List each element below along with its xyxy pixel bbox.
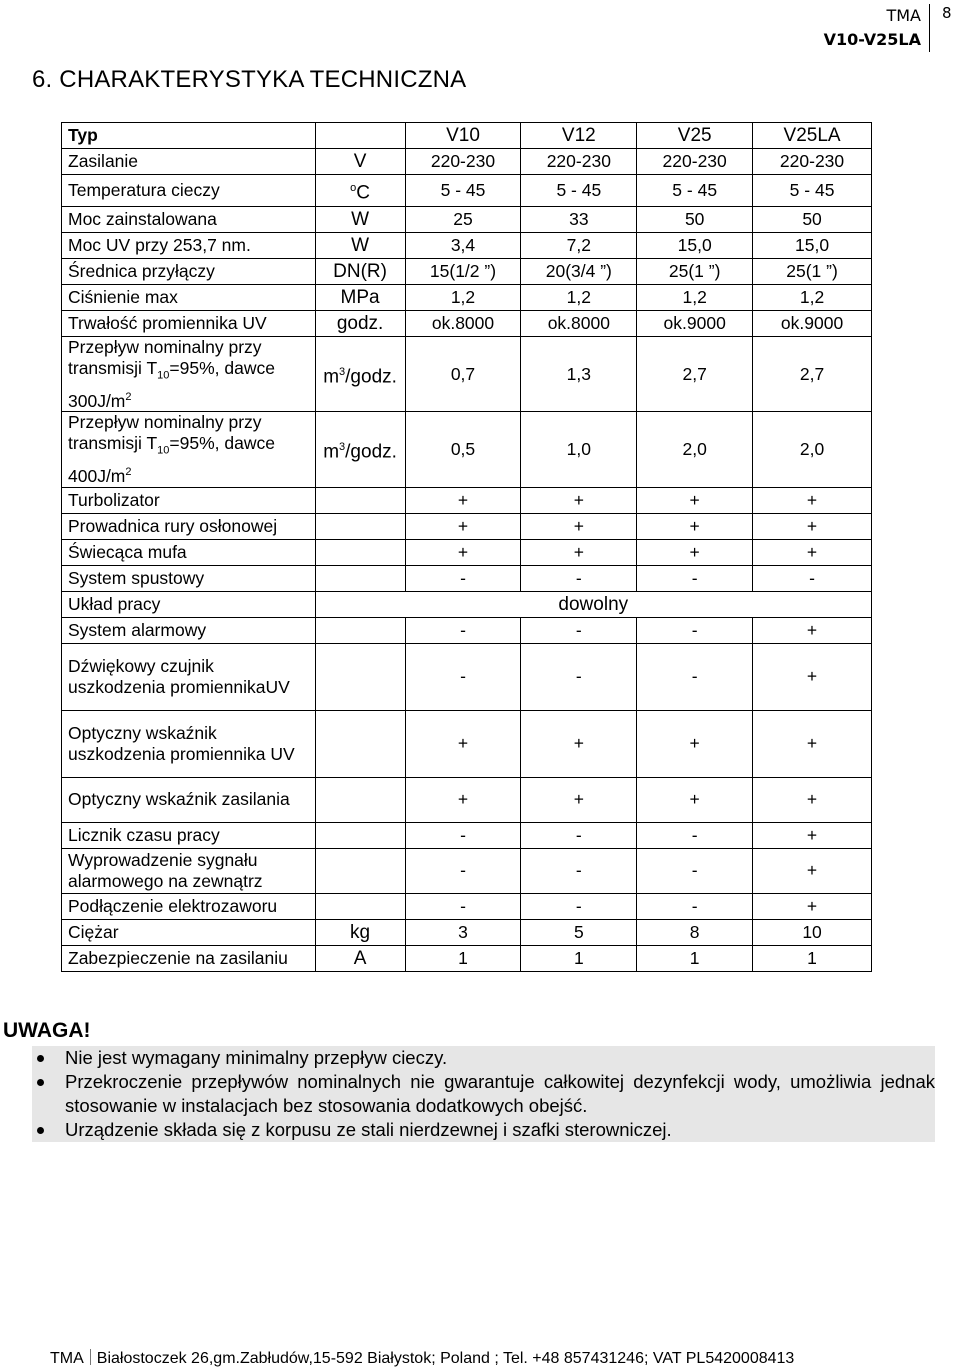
table-row [62, 285, 872, 311]
value-cell: + [637, 539, 753, 565]
value-cell: ok.9000 [753, 311, 872, 337]
value-cell: 5 - 45 [637, 175, 753, 207]
unit-cell: godz. [315, 311, 405, 337]
table-row [62, 848, 872, 893]
value-cell: 15(1/2 ”) [405, 259, 521, 285]
value-cell: 5 [521, 919, 637, 945]
value-cell: 220-230 [521, 149, 637, 175]
row-label: Moc UV przy 253,7 nm. [62, 233, 316, 259]
value-cell: ok.8000 [405, 311, 521, 337]
value-cell: 1,2 [521, 285, 637, 311]
merged-value-cell: dowolny [315, 591, 871, 617]
model-header-cell: V25 [637, 123, 753, 149]
header-model: V10-V25LA [823, 30, 921, 49]
row-label: Dźwiękowy czujnik uszkodzenia promiennikaUV [62, 643, 316, 710]
value-cell: + [521, 710, 637, 777]
value-cell: + [753, 513, 872, 539]
row-label [62, 412, 316, 487]
value-cell: 1 [405, 945, 521, 971]
model-header-cell: V25LA [753, 123, 872, 149]
value-cell: + [405, 710, 521, 777]
unit-cell [315, 337, 405, 412]
table-row [62, 311, 872, 337]
value-cell: + [405, 487, 521, 513]
note-item [32, 1046, 935, 1070]
value-cell: + [521, 539, 637, 565]
unit-header-cell [315, 123, 405, 149]
row-label-text: Przepływ nominalny przy transmisji T [68, 412, 262, 454]
unit-cell [315, 175, 405, 207]
table-row [62, 539, 872, 565]
row-label-text: =95%, dawce 400J/m [68, 433, 275, 486]
row-label: Zabezpieczenie na zasilaniu [62, 945, 316, 971]
unit-cell [315, 777, 405, 822]
unit-cell: W [315, 207, 405, 233]
table-row [62, 919, 872, 945]
table-row [62, 175, 872, 207]
table-row [62, 643, 872, 710]
value-cell: 2,0 [753, 412, 872, 487]
value-cell: + [521, 487, 637, 513]
value-cell: 2,0 [637, 412, 753, 487]
table-row [62, 777, 872, 822]
value-cell: + [753, 777, 872, 822]
value-cell: 220-230 [753, 149, 872, 175]
unit-cell: V [315, 149, 405, 175]
bullet-icon [37, 1079, 44, 1086]
value-cell: - [637, 643, 753, 710]
value-cell: 220-230 [405, 149, 521, 175]
value-cell: + [753, 710, 872, 777]
note-text: Nie jest wymagany minimalny przepływ cieczy. [65, 1047, 448, 1068]
note-item [32, 1070, 935, 1118]
section-title: 6. CHARAKTERYSTYKA TECHNICZNA [32, 66, 467, 93]
value-cell: 15,0 [753, 233, 872, 259]
unit-text: C [356, 182, 370, 204]
row-label: Zasilanie [62, 149, 316, 175]
unit-cell [315, 565, 405, 591]
page-header [801, 4, 930, 52]
row-label [62, 337, 316, 412]
note-text: Urządzenie składa się z korpusu ze stali nierdzewnej i szafki sterowniczej. [65, 1119, 672, 1140]
footer-separator [90, 1349, 91, 1365]
table-row [62, 412, 872, 487]
unit-text: /godz. [345, 365, 397, 387]
model-header-cell: V12 [521, 123, 637, 149]
row-label-subscript: 10 [157, 369, 170, 382]
value-cell: - [405, 848, 521, 893]
table-row [62, 513, 872, 539]
value-cell: - [405, 617, 521, 643]
unit-cell: W [315, 233, 405, 259]
row-label: Ciśnienie max [62, 285, 316, 311]
bullet-icon [37, 1127, 44, 1134]
row-label: Prowadnica rury osłonowej [62, 513, 316, 539]
typ-label: Typ [62, 123, 316, 149]
value-cell: - [637, 822, 753, 848]
unit-cell [315, 487, 405, 513]
row-label: Układ pracy [62, 591, 316, 617]
unit-cell [315, 893, 405, 919]
value-cell: 1,2 [637, 285, 753, 311]
value-cell: 1,2 [405, 285, 521, 311]
value-cell: ok.9000 [637, 311, 753, 337]
value-cell: - [637, 565, 753, 591]
value-cell: 10 [753, 919, 872, 945]
unit-cell [315, 643, 405, 710]
value-cell: 5 - 45 [405, 175, 521, 207]
unit-cell: A [315, 945, 405, 971]
unit-superscript: 3 [339, 440, 346, 453]
row-label: Trwałość promiennika UV [62, 311, 316, 337]
value-cell: 5 - 45 [521, 175, 637, 207]
value-cell: + [405, 539, 521, 565]
unit-cell: kg [315, 919, 405, 945]
value-cell: + [637, 487, 753, 513]
table-row [62, 945, 872, 971]
row-label-superscript: 2 [125, 390, 132, 403]
unit-text: /godz. [345, 441, 397, 463]
unit-superscript: 3 [339, 365, 346, 378]
row-label: Podłączenie elektrozaworu [62, 893, 316, 919]
value-cell: - [637, 617, 753, 643]
row-label-text: =95%, dawce 300J/m [68, 358, 275, 411]
value-cell: 3 [405, 919, 521, 945]
value-cell: - [521, 848, 637, 893]
note-text: Przekroczenie przepływów nominalnych nie gwarantuje całkowitej dezynfekcji wody, umożliwia jednak stosowanie w instalacjach bez stosowania dodatkowych obejść. [65, 1071, 935, 1116]
value-cell: 20(3/4 ”) [521, 259, 637, 285]
value-cell: - [521, 893, 637, 919]
table-row [62, 617, 872, 643]
value-cell: + [753, 893, 872, 919]
value-cell: + [753, 822, 872, 848]
table-row [62, 149, 872, 175]
value-cell: 0,7 [405, 337, 521, 412]
value-cell: + [753, 617, 872, 643]
value-cell: - [637, 893, 753, 919]
value-cell: 1,0 [521, 412, 637, 487]
value-cell: 50 [637, 207, 753, 233]
value-cell: + [753, 539, 872, 565]
unit-cell [315, 617, 405, 643]
row-label: System alarmowy [62, 617, 316, 643]
value-cell: - [405, 643, 521, 710]
row-label: Wyprowadzenie sygnału alarmowego na zewnątrz [62, 848, 316, 893]
value-cell: + [753, 487, 872, 513]
row-label: Świecąca mufa [62, 539, 316, 565]
value-cell: 0,5 [405, 412, 521, 487]
value-cell: 1 [521, 945, 637, 971]
row-label-text: Przepływ nominalny przy transmisji T [68, 337, 262, 378]
bullet-icon [37, 1055, 44, 1062]
unit-cell [315, 848, 405, 893]
value-cell: 3,4 [405, 233, 521, 259]
value-cell: + [521, 777, 637, 822]
footer-company: TMA [50, 1350, 84, 1367]
table-row [62, 487, 872, 513]
value-cell: - [405, 565, 521, 591]
value-cell: 50 [753, 207, 872, 233]
value-cell: 25 [405, 207, 521, 233]
unit-cell [315, 539, 405, 565]
value-cell: - [521, 617, 637, 643]
value-cell: + [405, 513, 521, 539]
notes-box [32, 1046, 935, 1142]
row-label: Licznik czasu pracy [62, 822, 316, 848]
unit-cell: DN(R) [315, 259, 405, 285]
table-row [62, 710, 872, 777]
value-cell: + [753, 643, 872, 710]
row-label: Turbolizator [62, 487, 316, 513]
row-label: Moc zainstalowana [62, 207, 316, 233]
value-cell: 25(1 ”) [753, 259, 872, 285]
value-cell: ok.8000 [521, 311, 637, 337]
value-cell: 8 [637, 919, 753, 945]
value-cell: - [405, 822, 521, 848]
table-row [62, 259, 872, 285]
value-cell: - [521, 822, 637, 848]
spec-table [61, 122, 872, 972]
table-row [62, 591, 872, 617]
header-company: TMA [886, 6, 921, 25]
value-cell: - [637, 848, 753, 893]
value-cell: 1,2 [753, 285, 872, 311]
unit-cell: MPa [315, 285, 405, 311]
value-cell: + [753, 848, 872, 893]
table-row [62, 565, 872, 591]
notes-title: UWAGA! [3, 1019, 91, 1042]
note-item [32, 1118, 935, 1142]
table-row [62, 233, 872, 259]
row-label: Średnica przyłączy [62, 259, 316, 285]
value-cell: + [521, 513, 637, 539]
page-number: 8 [942, 4, 952, 22]
table-row [62, 822, 872, 848]
value-cell: 15,0 [637, 233, 753, 259]
page-footer [50, 1349, 794, 1368]
row-label: Ciężar [62, 919, 316, 945]
value-cell: 7,2 [521, 233, 637, 259]
table-row [62, 207, 872, 233]
unit-cell [315, 822, 405, 848]
table-row [62, 893, 872, 919]
unit-text: m [323, 365, 340, 387]
value-cell: 25(1 ”) [637, 259, 753, 285]
row-label-subscript: 10 [157, 444, 170, 457]
value-cell: 220-230 [637, 149, 753, 175]
unit-text: m [323, 441, 340, 463]
row-label: System spustowy [62, 565, 316, 591]
unit-cell [315, 710, 405, 777]
footer-address: Białostoczek 26,gm.Zabłudów,15-592 Białystok; Poland ; Tel. +48 857431246; VAT PL5420008413 [96, 1350, 795, 1367]
value-cell: + [405, 777, 521, 822]
value-cell: 5 - 45 [753, 175, 872, 207]
value-cell: + [637, 710, 753, 777]
unit-superscript: o [350, 181, 357, 194]
table-header-row [62, 123, 872, 149]
table-row [62, 337, 872, 412]
value-cell: + [637, 777, 753, 822]
value-cell: + [637, 513, 753, 539]
value-cell: - [521, 565, 637, 591]
value-cell: - [753, 565, 872, 591]
value-cell: 33 [521, 207, 637, 233]
value-cell: 2,7 [753, 337, 872, 412]
row-label: Optyczny wskaźnik uszkodzenia promiennika UV [62, 710, 316, 777]
unit-cell [315, 513, 405, 539]
value-cell: 1 [753, 945, 872, 971]
value-cell: 2,7 [637, 337, 753, 412]
row-label: Optyczny wskaźnik zasilania [62, 777, 316, 822]
value-cell: - [521, 643, 637, 710]
model-header-cell: V10 [405, 123, 521, 149]
value-cell: - [405, 893, 521, 919]
row-label: Temperatura cieczy [62, 175, 316, 207]
row-label-superscript: 2 [125, 465, 132, 478]
value-cell: 1 [637, 945, 753, 971]
unit-cell [315, 412, 405, 487]
value-cell: 1,3 [521, 337, 637, 412]
